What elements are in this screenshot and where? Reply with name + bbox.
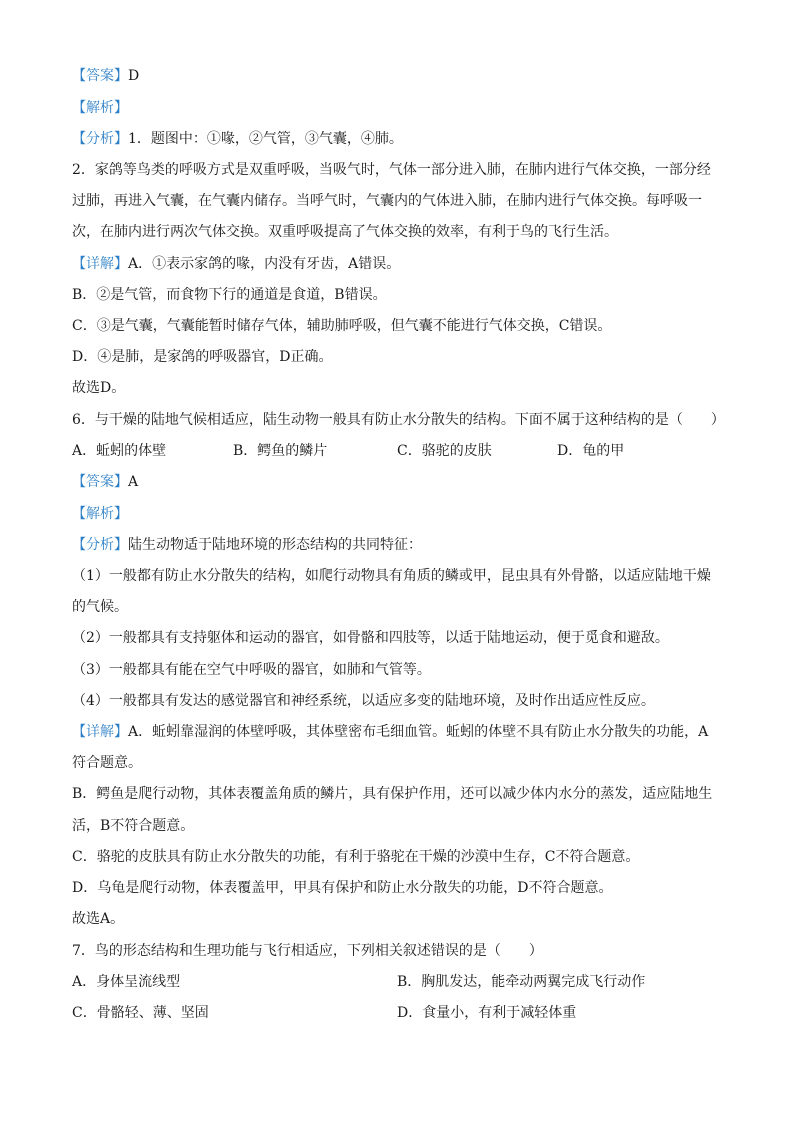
answer-value: D bbox=[128, 68, 140, 84]
text-line: C．骆驼的皮肤具有防止水分散失的功能，有利于骆驼在干燥的沙漠中生存，C不符合题意。 bbox=[72, 849, 640, 865]
fenxi-line bbox=[72, 536, 722, 554]
text-line: 次，在肺内进行两次气体交换。双重呼吸提高了气体交换的效率，有利于鸟的飞行生活。 bbox=[72, 224, 618, 240]
detail-line bbox=[72, 723, 722, 741]
text-line: 2．家鸽等鸟类的呼吸方式是双重呼吸，当吸气时，气体一部分进入肺，在肺内进行气体交换，一部分经 bbox=[72, 162, 711, 178]
text-line: B．鳄鱼是爬行动物，其体表覆盖角质的鳞片，具有保护作用，还可以减少体内水分的蒸发，适应陆地生 bbox=[72, 786, 713, 802]
detail-tag: 【详解】 bbox=[72, 724, 128, 740]
conclusion-line: 故选A。 bbox=[72, 911, 125, 927]
text-line: （2）一般都具有支持躯体和运动的器官，如骨骼和四肢等，以适于陆地运动，便于觅食和避敌。 bbox=[72, 630, 669, 646]
q7-option-c: C．骨骼轻、薄、坚固 bbox=[72, 1005, 209, 1021]
text-line: （3）一般都具有能在空气中呼吸的器官，如肺和气管等。 bbox=[72, 662, 431, 678]
fenxi-tag: 【分析】 bbox=[72, 537, 128, 553]
analysis-tag: 【解析】 bbox=[72, 506, 128, 522]
fenxi-tag: 【分析】 bbox=[72, 131, 128, 147]
q6-option-b: B．鳄鱼的鳞片 bbox=[233, 443, 328, 459]
q7-option-b: B．胸肌发达，能牵动两翼完成飞行动作 bbox=[397, 974, 646, 990]
detail-tag: 【详解】 bbox=[72, 256, 128, 272]
question-7: 7．鸟的形态结构和生理功能与飞行相适应，下列相关叙述错误的是（ ） bbox=[72, 943, 543, 959]
answer-tag: 【答案】 bbox=[72, 68, 128, 84]
text-line: 活，B不符合题意。 bbox=[72, 818, 195, 834]
text-line: 符合题意。 bbox=[72, 755, 142, 771]
q6-option-c: C．骆驼的皮肤 bbox=[397, 443, 492, 459]
analysis-tag: 【解析】 bbox=[72, 100, 128, 116]
detail-text: A．①表示家鸽的喙，内没有牙齿，A错误。 bbox=[128, 256, 401, 272]
detail-line bbox=[72, 255, 722, 273]
conclusion-line: 故选D。 bbox=[72, 380, 126, 396]
text-line: 过肺，再进入气囊，在气囊内储存。当呼气时，气囊内的气体进入肺，在肺内进行气体交换。每呼吸一 bbox=[72, 193, 702, 209]
answer-tag: 【答案】 bbox=[72, 474, 128, 490]
q7-option-d: D．食量小，有利于减轻体重 bbox=[397, 1005, 577, 1021]
q6-option-d: D．龟的甲 bbox=[557, 443, 625, 459]
q7-option-a: A．身体呈流线型 bbox=[72, 974, 181, 990]
fenxi-text: 陆生动物适于陆地环境的形态结构的共同特征： bbox=[128, 537, 422, 553]
text-line: 的气候。 bbox=[72, 599, 128, 615]
text-line: （4）一般都具有发达的感觉器官和神经系统，以适应多变的陆地环境，及时作出适应性反应。 bbox=[72, 693, 655, 709]
answer-value: A bbox=[128, 474, 139, 490]
q6-option-a: A．蚯蚓的体壁 bbox=[72, 443, 167, 459]
fenxi-line bbox=[72, 130, 722, 148]
text-line: D．④是肺，是家鸽的呼吸器官，D正确。 bbox=[72, 349, 333, 365]
fenxi-text: 1．题图中：①喙，②气管，③气囊，④肺。 bbox=[128, 131, 403, 147]
detail-text: A．蚯蚓靠湿润的体壁呼吸，其体壁密布毛细血管。蚯蚓的体壁不具有防止水分散失的功能，A bbox=[128, 724, 709, 740]
text-line: （1）一般都有防止水分散失的结构，如爬行动物具有角质的鳞或甲，昆虫具有外骨骼，以适应陆地干燥 bbox=[72, 568, 711, 584]
text-line: C．③是气囊，气囊能暂时储存气体，辅助肺呼吸，但气囊不能进行气体交换，C错误。 bbox=[72, 318, 612, 334]
answer-line-6 bbox=[72, 473, 722, 491]
answer-line-5 bbox=[72, 67, 722, 85]
text-line: D．乌龟是爬行动物，体表覆盖甲，甲具有保护和防止水分散失的功能，D不符合题意。 bbox=[72, 880, 613, 896]
text-line: B．②是气管，而食物下行的通道是食道，B错误。 bbox=[72, 287, 387, 303]
question-6: 6．与干燥的陆地气候相适应，陆生动物一般具有防止水分散失的结构。下面不属于这种结构的是（ ） bbox=[72, 412, 725, 428]
